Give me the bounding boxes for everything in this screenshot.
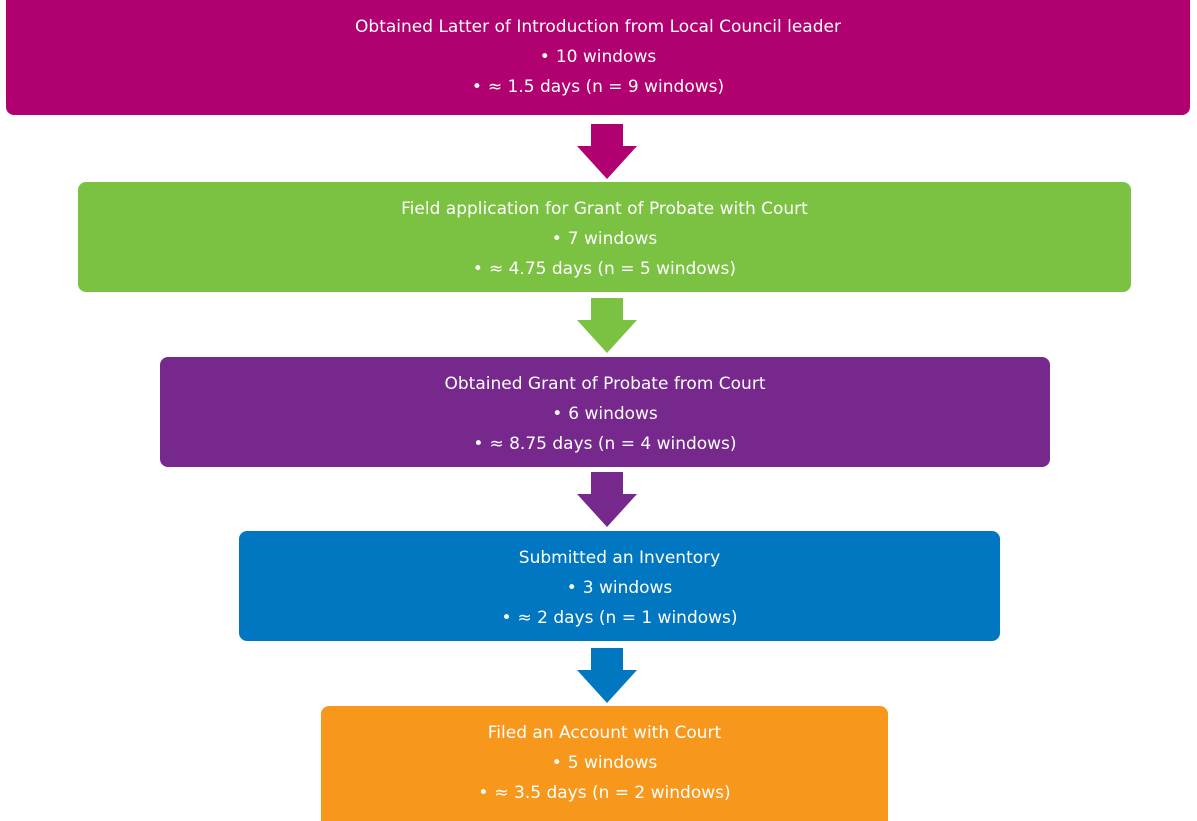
step-count: • 3 windows	[566, 578, 673, 598]
down-arrow-icon	[577, 472, 637, 527]
step-duration: • ≈ 8.75 days (n = 4 windows)	[473, 434, 737, 454]
step-duration: • ≈ 4.75 days (n = 5 windows)	[472, 259, 737, 279]
step-title: Obtained Grant of Probate from Court	[444, 374, 766, 394]
step-duration: • ≈ 2 days (n = 1 windows)	[501, 608, 738, 628]
step-count: • 5 windows	[551, 753, 658, 773]
step-count: • 7 windows	[551, 229, 658, 249]
bullet: •	[566, 578, 577, 598]
step-title: Submitted an Inventory	[518, 548, 721, 568]
bullet: •	[552, 404, 563, 424]
arrow-shape	[577, 648, 637, 703]
step-title: Filed an Account with Court	[487, 723, 722, 743]
step-duration: • ≈ 1.5 days (n = 9 windows)	[471, 77, 725, 97]
step-box-filed-account	[321, 706, 888, 821]
step-title: Obtained Latter of Introduction from Local Council leader	[355, 17, 841, 37]
step-count: • 10 windows	[539, 47, 657, 67]
step-count: • 6 windows	[552, 404, 658, 424]
step-box-obtained-grant	[160, 357, 1050, 467]
step-box-field-application	[78, 182, 1131, 292]
down-arrow-icon	[577, 124, 637, 179]
arrow-shape	[577, 298, 637, 353]
bullet: •	[539, 47, 550, 67]
bullet: •	[501, 608, 512, 628]
step-duration: • ≈ 3.5 days (n = 2 windows)	[478, 783, 731, 803]
down-arrow-icon	[577, 298, 637, 353]
bullet: •	[473, 434, 484, 454]
down-arrow-icon	[577, 648, 637, 703]
step-title: Field application for Grant of Probate with Court	[401, 199, 808, 219]
bullet: •	[478, 783, 489, 803]
arrow-shape	[577, 472, 637, 527]
bullet: •	[551, 229, 562, 249]
arrow-shape	[577, 124, 637, 179]
bullet: •	[551, 753, 562, 773]
bullet: •	[471, 77, 482, 97]
bullet: •	[472, 259, 483, 279]
step-box-submitted-inventory	[239, 531, 1000, 641]
step-box-letter-of-introduction	[6, 0, 1190, 115]
